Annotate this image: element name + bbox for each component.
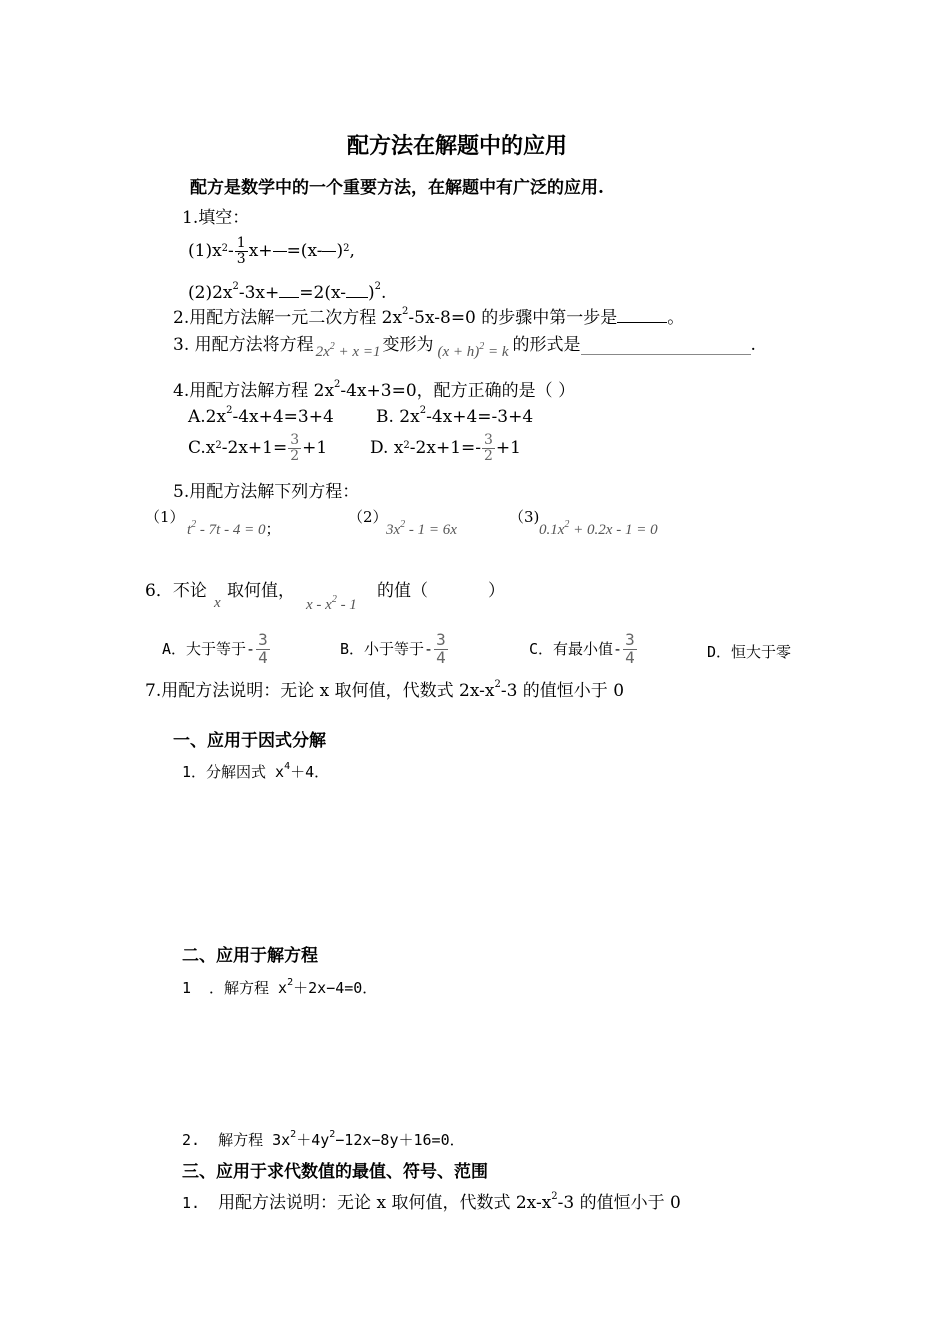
fraction: $\frac{3}{4}$ [436, 630, 446, 667]
q4-option-d: D. x $^2$ -2x+1=- $\frac{3}{2}$ +1 [370, 432, 521, 464]
page-title: 配方法在解题中的应用 [347, 133, 568, 159]
section3-heading: 三、应用于求代数值的最值、符号、范围 [182, 1162, 488, 1182]
section1-item1: 1．分解因式 $x^4+4$． [182, 761, 330, 781]
q4-option-c: C.x $^2$ -2x+1= $\frac{3}{2}$ +1 [188, 432, 328, 464]
q6-variable: x [214, 595, 221, 611]
q4-option-a: $A.2x^2-4x+4=3+4$ [188, 405, 334, 427]
fraction: $\frac{3}{2}$ [290, 432, 300, 464]
q6-mid: 取何值， [227, 581, 295, 601]
q1-part2: $(2)2x^2-3x+ =2(x-$ )$^2$. [188, 281, 387, 303]
q5-label: 5.用配方法解下列方程： [173, 482, 360, 502]
section3-item1: 1. 用配方法说明：无论 x 取何值，代数式 $2x-x^2-3$ 的值恒小于 0 [182, 1191, 681, 1213]
q5-part1-equation: $t^2 - 7t - 4 = 0$； [187, 519, 281, 538]
q5-part3-equation: $0.1x^2 + 0.2x - 1 = 0$ [539, 519, 658, 538]
section1-heading: 一、应用于因式分解 [173, 731, 326, 751]
q1-label: 1.填空： [182, 208, 250, 228]
q5-part2-label: （2） [348, 508, 388, 526]
q3-equation1: $2x^2 + x =1$ [315, 341, 381, 361]
q4-text: 4.用配方法解方程 $2x^2-4x+3=0$，配方正确的是（ ） [173, 379, 576, 401]
q4-option-b: B. $2x^2-4x+4=-3+4$ [376, 405, 534, 427]
fraction: $\frac{1}{3}$ [236, 235, 246, 267]
fraction: $\frac{3}{2}$ [484, 432, 493, 464]
q6-post: 的值（ ） [377, 581, 505, 601]
q5-part3-label: （3) [509, 508, 540, 526]
fraction: $\frac{3}{4}$ [258, 630, 268, 667]
intro-text: 配方是数学中的一个重要方法，在解题中有广泛的应用. [190, 178, 604, 198]
q5-part1-label: （1） [145, 508, 185, 526]
section2-item1: 1 ．解方程 $x^2+2x-4=0$． [182, 977, 378, 997]
q5-part2-equation: $3x^2 - 1 = 6x$ [386, 519, 457, 538]
q2-text: 2.用配方法解一元二次方程 $2x^2-5x-8=0$ 的步骤中第一步是 。 [173, 306, 685, 328]
q1-part1: (1)x $^2$ - $\frac{1}{3}$ x+ =(x- ) $^2$ , [188, 235, 355, 267]
q6-option-b: B．小于等于- $\frac{3}{4}$ [340, 630, 446, 667]
q6-expression: x - $x^2 - 1$ [306, 594, 357, 613]
q3-text: 3. 用配方法将方程 $2x^2 + x =1$ 变形为 $(x + h)^2 = k$ 的形式是 . [173, 335, 756, 361]
answer-line [581, 354, 751, 355]
section2-heading: 二、应用于解方程 [182, 946, 318, 966]
q6-prefix: 6．不论 [145, 581, 207, 601]
fraction: $\frac{3}{4}$ [625, 630, 635, 667]
q6-option-c: C．有最小值- $\frac{3}{4}$ [529, 630, 635, 667]
q3-equation2: $(x + h)^2 = k$ [437, 341, 509, 361]
q6-option-d: D．恒大于零 [707, 643, 792, 661]
q7-text: 7.用配方法说明：无论 x 取何值，代数式 $2x-x^2-3$ 的值恒小于 0 [145, 679, 625, 701]
section2-item2: 2. 解方程 $3x^2+4y^2-12x-8y+16=0$． [182, 1129, 465, 1149]
q6-option-a: A．大于等于- $\frac{3}{4}$ [162, 630, 268, 667]
